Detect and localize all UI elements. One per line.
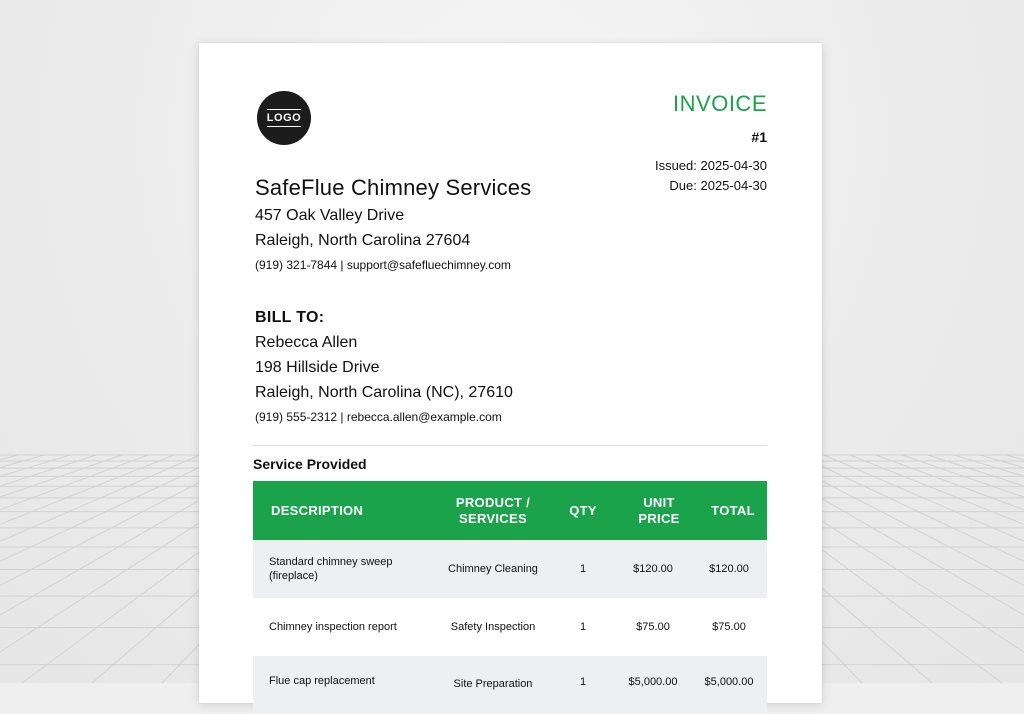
row-qty: 1: [579, 563, 587, 575]
floor-line: [1006, 455, 1024, 683]
invoice-dates: [655, 156, 767, 196]
divider: [253, 445, 767, 446]
floor-line: [954, 455, 1024, 683]
table-row: [253, 540, 767, 598]
header-total: TOTAL: [711, 502, 755, 518]
row-product: Safety Inspection: [450, 621, 536, 633]
header-product-line2: SERVICES: [459, 510, 527, 526]
invoice-title: INVOICE: [673, 91, 767, 116]
floor-line: [0, 455, 70, 683]
header-product: [443, 481, 543, 540]
company-contact: (919) 321-7844 | support@safefluechimney.com: [255, 258, 511, 272]
row-total: $120.00: [709, 563, 749, 575]
row-description: Flue cap replacement: [269, 675, 375, 687]
row-product: Chimney Cleaning: [448, 563, 538, 575]
table-header: [253, 481, 767, 540]
bill-to-label: BILL TO:: [255, 309, 325, 326]
client-name: Rebecca Allen: [255, 334, 358, 351]
client-address-line2: Raleigh, North Carolina (NC), 27610: [255, 384, 513, 401]
floor-line: [0, 455, 174, 683]
header-unit-line1: UNIT: [643, 494, 675, 510]
header-unit-price: [629, 481, 689, 540]
services-title: Service Provided: [253, 456, 367, 472]
issued-date: Issued: 2025-04-30: [654, 158, 767, 173]
table-row: [253, 598, 767, 656]
row-unit-price: $5,000.00: [628, 676, 678, 688]
services-table: [253, 481, 767, 714]
floor-line: [798, 455, 1024, 683]
invoice-page: [199, 43, 822, 703]
floor-line: [824, 455, 1024, 683]
row-qty: 1: [579, 676, 587, 688]
header-unit-line2: PRICE: [638, 510, 680, 526]
floor-line: [0, 455, 122, 683]
row-qty: 1: [579, 621, 587, 633]
company-address-line1: 457 Oak Valley Drive: [255, 207, 405, 224]
floor-line: [0, 455, 18, 683]
floor-line: [850, 455, 1024, 683]
row-total: $75.00: [712, 621, 746, 633]
row-product: Site Preparation: [453, 678, 533, 690]
row-total: $5,000.00: [704, 676, 754, 688]
row-unit-price: $120.00: [633, 563, 673, 575]
floor-line: [902, 455, 1024, 683]
row-description: Standard chimney sweep (fireplace): [269, 556, 393, 582]
floor-line: [0, 455, 200, 683]
header-qty: QTY: [569, 502, 597, 518]
logo-text: LOGO: [267, 109, 301, 127]
header-description: DESCRIPTION: [271, 502, 364, 518]
floor-line: [0, 455, 96, 683]
row-description: Chimney inspection report: [269, 621, 397, 633]
due-date: Due: 2025-04-30: [669, 178, 767, 193]
company-logo: [257, 91, 311, 145]
client-address-line1: 198 Hillside Drive: [255, 359, 380, 376]
floor-line: [928, 455, 1024, 683]
table-row: [253, 656, 767, 714]
client-contact: (919) 555-2312 | rebecca.allen@example.com: [255, 410, 502, 424]
row-unit-price: $75.00: [636, 621, 670, 633]
header-product-line1: PRODUCT /: [455, 494, 531, 510]
floor-line: [0, 455, 226, 683]
company-name: SafeFlue Chimney Services: [255, 175, 532, 200]
company-address-line2: Raleigh, North Carolina 27604: [255, 232, 471, 249]
invoice-number: #1: [751, 129, 767, 145]
